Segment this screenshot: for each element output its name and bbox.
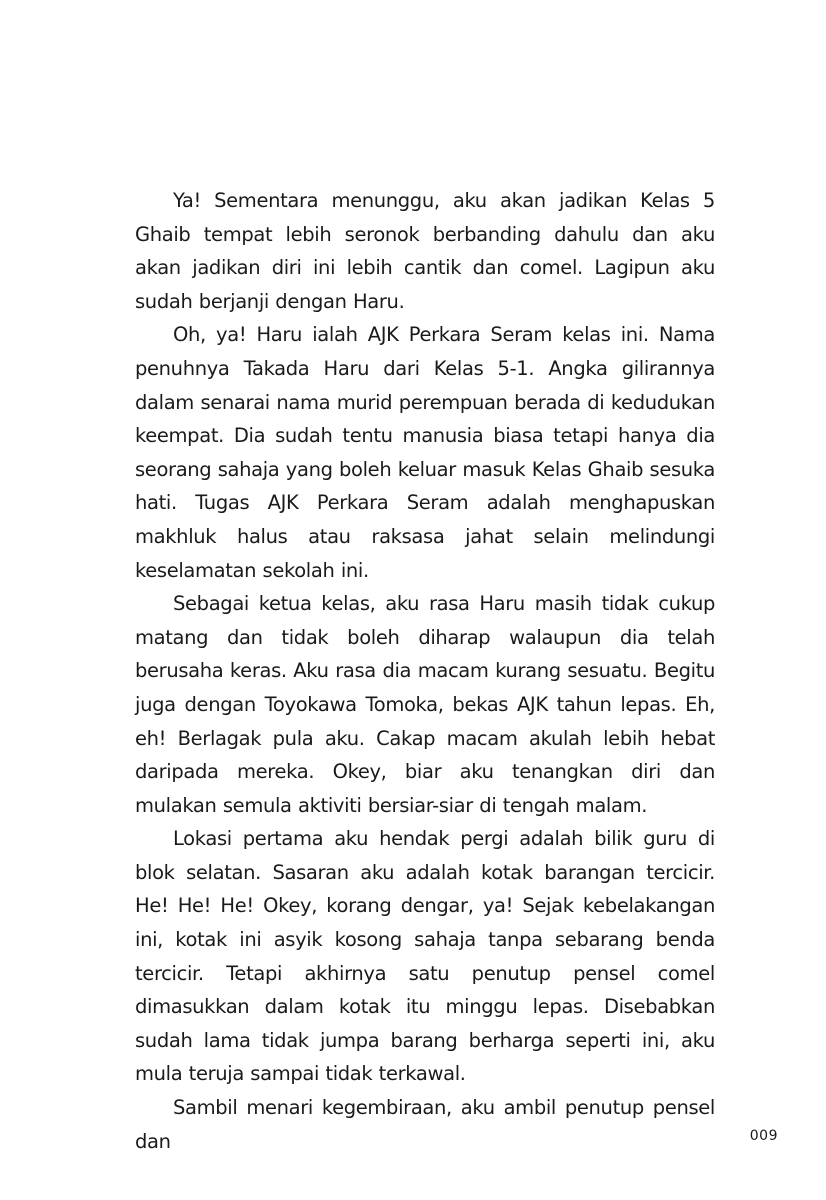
- body-text: [135, 184, 715, 1158]
- paragraph-5: Sambil menari kegembiraan, aku ambil penutup pensel dan: [135, 1096, 715, 1153]
- paragraph-2: Oh, ya! Haru ialah AJK Perkara Seram kelas ini. Nama penuhnya Takada Haru dari Kelas 5-1. Angka gilirannya dalam senarai nama murid perempuan berada di kedudukan keempat. Dia sudah tentu manusia biasa tetapi hanya dia seorang sahaja yang boleh keluar masuk Kelas Ghaib sesuka hati. Tugas AJK Perkara Seram adalah menghapuskan makhluk halus atau raksasa jahat selain melindungi keselamatan sekolah ini.: [135, 323, 715, 582]
- paragraph-1: Ya! Sementara menunggu, aku akan jadikan Kelas 5 Ghaib tempat lebih seronok berbanding dahulu dan aku akan jadikan diri ini lebih cantik dan comel. Lagipun aku sudah berjanji dengan Haru.: [135, 189, 715, 313]
- paragraph-3: Sebagai ketua kelas, aku rasa Haru masih tidak cukup matang dan tidak boleh diharap walaupun dia telah berusaha keras. Aku rasa dia macam kurang sesuatu. Begitu juga dengan Toyokawa Tomoka, bekas AJK tahun lepas. Eh, eh! Berlagak pula aku. Cakap macam akulah lebih hebat daripada mereka. Okey, biar aku tenangkan diri dan mulakan semula aktiviti bersiar-siar di tengah malam.: [135, 592, 715, 817]
- paragraph-4: Lokasi pertama aku hendak pergi adalah bilik guru di blok selatan. Sasaran aku adalah kotak barangan tercicir. He! He! He! Okey, korang dengar, ya! Sejak kebelakangan ini, kotak ini asyik kosong sahaja tanpa sebarang benda tercicir. Tetapi akhirnya satu penutup pensel comel dimasukkan dalam kotak itu minggu lepas. Disebabkan sudah lama tidak jumpa barang berharga seperti ini, aku mula teruja sampai tidak terkawal.: [135, 827, 715, 1086]
- page-number: 009: [749, 1128, 778, 1144]
